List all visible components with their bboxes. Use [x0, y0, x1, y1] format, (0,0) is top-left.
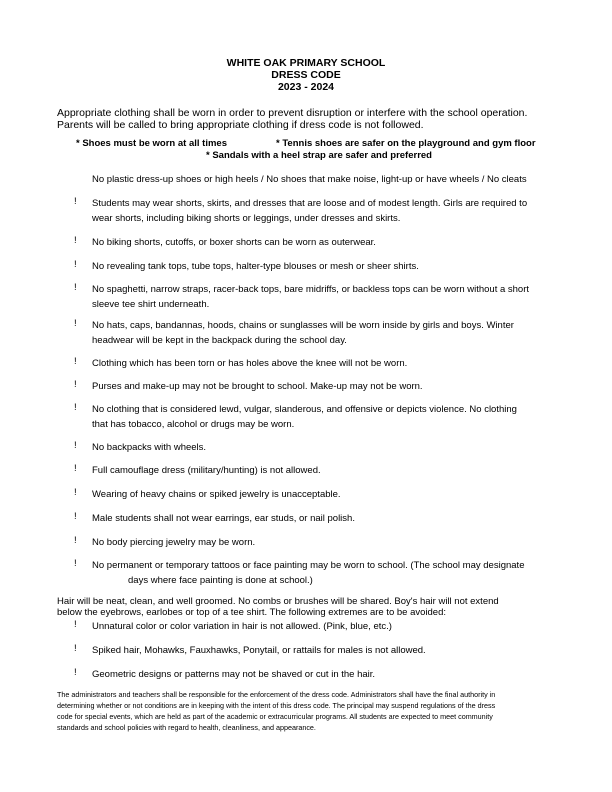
- rule-line-1: Purses and make-up may not be brought to school. Make-up may not be worn.: [92, 381, 423, 392]
- rule-text: [92, 402, 564, 432]
- hair-item-text: Spiked hair, Mohawks, Fauxhawks, Ponytail, or rattails for males is not allowed.: [92, 645, 426, 656]
- rule-text: [92, 318, 564, 348]
- hair-item-text: Geometric designs or patterns may not be shaved or cut in the hair.: [92, 669, 376, 680]
- rule-line-2: wear shorts, including biking shorts or leggings, under dresses and skirts.: [92, 213, 401, 224]
- rule-item: [0, 196, 612, 236]
- hair-paragraph-line-2: below the eyebrows, earlobes or top of a tee shirt. The following extremes are to be avoided:: [57, 607, 447, 618]
- intro-line-1: Appropriate clothing shall be worn in order to prevent disruption or interfere with the school operation.: [57, 107, 528, 119]
- bullet-mark: !: [74, 259, 77, 270]
- document-title: DRESS CODE: [271, 69, 341, 81]
- rule-text: [92, 259, 564, 274]
- bullet-mark: !: [74, 487, 77, 498]
- rule-text: [92, 282, 564, 312]
- rule-line-1: Male students shall not wear earrings, ear studs, or nail polish.: [92, 513, 355, 524]
- rule-line-1: No revealing tank tops, tube tops, halter-type blouses or mesh or sheer shirts.: [92, 261, 419, 272]
- bullet-mark: !: [74, 402, 77, 413]
- rule-text: [92, 196, 564, 226]
- rule-text: [92, 356, 564, 371]
- rule-line-1: Students may wear shorts, skirts, and dresses that are loose and of modest length. Girls are required to: [92, 198, 528, 209]
- bullet-mark: !: [74, 379, 77, 390]
- bullet-mark: !: [74, 318, 77, 329]
- bullet-mark: !: [74, 463, 77, 474]
- rule-text: [92, 440, 564, 455]
- footer-line-3: code for special events, which are held as part of the academic or extracurricular programs. All students are expected to meet community: [57, 712, 493, 721]
- rule-line-2: days where face painting is done at school.): [128, 575, 313, 586]
- rule-item: [0, 282, 612, 322]
- hair-item-text: Unnatural color or color variation in hair is not allowed. (Pink, blue, etc.): [92, 621, 392, 632]
- note-shoes: * Shoes must be worn at all times: [76, 138, 227, 149]
- intro-line-2: Parents will be called to bring appropriate clothing if dress code is not followed.: [57, 119, 424, 131]
- footer-line-2: determining whether or not conditions are in keeping with the intent of this dress code. The principal may suspend regulations of the dress: [57, 701, 496, 710]
- bullet-mark: !: [74, 511, 77, 522]
- note-sandals: * Sandals with a heel strap are safer and preferred: [206, 150, 432, 161]
- rule-item: [0, 318, 612, 358]
- rule-line-2: headwear will be kept in the backpack during the school day.: [92, 335, 347, 346]
- rule-text: [92, 558, 564, 588]
- rule-line-1: Wearing of heavy chains or spiked jewelry is unacceptable.: [92, 489, 341, 500]
- bullet-mark: !: [74, 643, 77, 654]
- rule-line-2: that has tobacco, alcohol or drugs may be worn.: [92, 419, 295, 430]
- rule-text: [92, 463, 564, 478]
- school-year: 2023 - 2024: [277, 81, 335, 93]
- bullet-mark: !: [74, 282, 77, 293]
- rule-text: [92, 379, 564, 394]
- rule-line-1: No biking shorts, cutoffs, or boxer shorts can be worn as outerwear.: [92, 237, 376, 248]
- rule-line-1: No body piercing jewelry may be worn.: [92, 537, 256, 548]
- bullet-mark: !: [74, 619, 77, 630]
- rule-text: [92, 535, 564, 550]
- rule-line-1: No spaghetti, narrow straps, racer-back tops, bare midriffs, or backless tops can be worn without a short: [92, 284, 530, 295]
- bullet-mark: !: [74, 196, 77, 207]
- rule-text: [92, 511, 564, 526]
- bullet-mark: !: [74, 235, 77, 246]
- bullet-mark: !: [74, 535, 77, 546]
- bullet-mark: !: [74, 356, 77, 367]
- rule-line-1: Clothing which has been torn or has holes above the knee will not be worn.: [92, 358, 408, 369]
- rule-item: [0, 558, 612, 598]
- rule-line-1: No hats, caps, bandannas, hoods, chains or sunglasses will be worn inside by girls and boys. Winter: [92, 320, 514, 331]
- rule-line-1: No backpacks with wheels.: [92, 442, 207, 453]
- school-name: WHITE OAK PRIMARY SCHOOL: [226, 57, 386, 69]
- note-tennis-shoes: * Tennis shoes are safer on the playground and gym floor: [276, 138, 536, 149]
- no-plastic-shoes-line: No plastic dress-up shoes or high heels / No shoes that make noise, light-up or have wheels / No cleats: [92, 174, 527, 185]
- rule-line-1: Full camouflage dress (military/hunting) is not allowed.: [92, 465, 321, 476]
- bullet-mark: !: [74, 667, 77, 678]
- rule-line-2: sleeve tee shirt underneath.: [92, 299, 210, 310]
- rule-line-1: No permanent or temporary tattoos or face painting may be worn to school. (The school may designate: [92, 560, 525, 571]
- rule-item: [0, 402, 612, 442]
- rule-text: [92, 235, 564, 250]
- footer-line-4: standards and school policies with regard to health, cleanliness, and appearance.: [57, 723, 316, 732]
- hair-paragraph-line-1: Hair will be neat, clean, and well groomed. No combs or brushes will be shared. Boy's hair will not extend: [57, 596, 499, 607]
- bullet-mark: !: [74, 440, 77, 451]
- rule-text: [92, 487, 564, 502]
- footer-line-1: The administrators and teachers shall be responsible for the enforcement of the dress code. Administrators shall have the final authority in: [57, 690, 496, 699]
- bullet-mark: !: [74, 558, 77, 569]
- rule-line-1: No clothing that is considered lewd, vulgar, slanderous, and offensive or depicts violence. No clothing: [92, 404, 517, 415]
